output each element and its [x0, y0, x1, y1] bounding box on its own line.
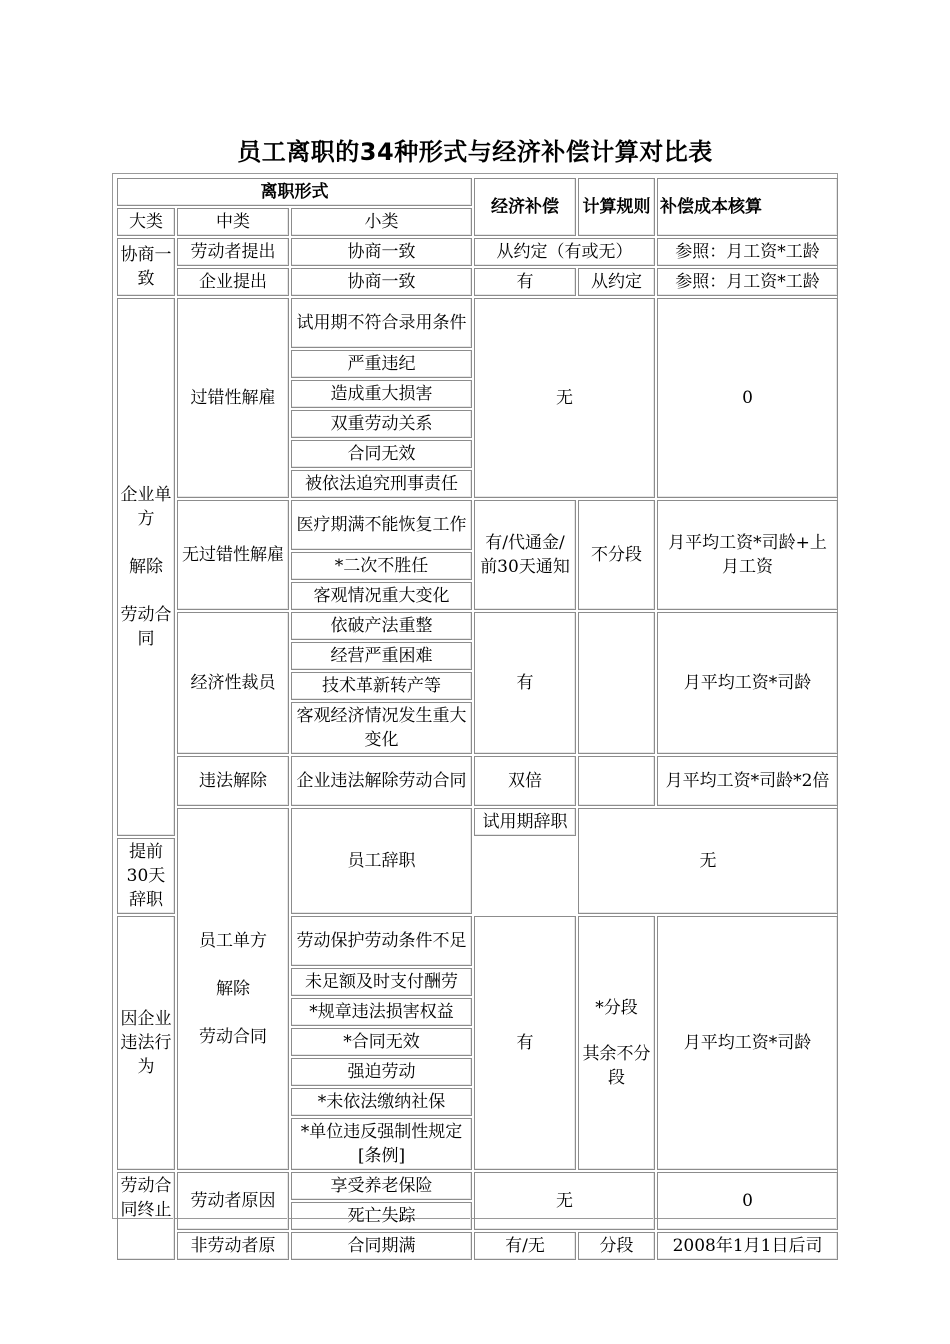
minor-cell: 双重劳动关系	[291, 410, 472, 438]
minor-cell: *未依法缴纳社保	[291, 1088, 472, 1116]
header-form: 离职形式	[117, 178, 472, 206]
group-employee-line: 员工单方	[199, 931, 267, 951]
rule-line: 其余不分段	[582, 1044, 651, 1088]
minor-cell: 死亡失踪	[291, 1202, 472, 1230]
middle-cell: 非劳动者原	[177, 1232, 289, 1260]
page-title: 员工离职的34种形式与经济补偿计算对比表	[237, 138, 713, 166]
minor-cell: *单位违反强制性规定[条例]	[291, 1118, 472, 1170]
group-employer-line: 劳动合同	[120, 605, 172, 649]
middle-cell: 员工辞职	[291, 808, 472, 914]
cost-cell: 0	[657, 298, 838, 498]
minor-cell: 被依法追究刑事责任	[291, 470, 472, 498]
compensation-cell: 有	[474, 916, 576, 1170]
minor-cell: 强迫劳动	[291, 1058, 472, 1086]
minor-cell: 经营严重困难	[291, 642, 472, 670]
middle-cell: 违法解除	[177, 756, 289, 806]
compensation-table	[115, 176, 842, 1262]
minor-cell: 客观经济情况发生重大变化	[291, 702, 472, 754]
header-middle: 中类	[177, 208, 289, 236]
rule-cell	[578, 916, 655, 1170]
compensation-cell: 有/无	[474, 1232, 576, 1260]
compensation-cell: 无	[474, 298, 655, 498]
minor-cell: 试用期不符合录用条件	[291, 298, 472, 348]
middle-cell: 企业提出	[177, 268, 289, 296]
compensation-cell: 从约定（有或无）	[474, 238, 655, 266]
rule-cell: 不分段	[578, 500, 655, 610]
cost-cell: 参照：月工资*工龄	[657, 268, 838, 296]
minor-cell: 企业违法解除劳动合同	[291, 756, 472, 806]
minor-cell: 造成重大损害	[291, 380, 472, 408]
group-employer-line: 解除	[129, 557, 163, 577]
header-major: 大类	[117, 208, 175, 236]
minor-cell: 依破产法重整	[291, 612, 472, 640]
minor-cell: 未足额及时支付酬劳	[291, 968, 472, 996]
compensation-cell: 有	[474, 268, 576, 296]
minor-cell: 合同无效	[291, 440, 472, 468]
header-compensation: 经济补偿	[474, 178, 576, 236]
minor-cell: 医疗期满不能恢复工作	[291, 500, 472, 550]
minor-cell: 协商一致	[291, 238, 472, 266]
middle-cell: 劳动者提出	[177, 238, 289, 266]
group-employer-line: 企业单方	[120, 485, 172, 529]
rule-cell	[578, 756, 655, 806]
compensation-cell: 有/代通金/前30天通知	[474, 500, 576, 610]
minor-cell: 提前30天辞职	[117, 838, 175, 914]
middle-cell: 劳动者原因	[177, 1172, 289, 1230]
compensation-cell: 无	[578, 808, 838, 914]
cost-cell: 参照：月工资*工龄	[657, 238, 838, 266]
minor-cell: 享受养老保险	[291, 1172, 472, 1200]
group-negotiate: 协商一致	[117, 238, 175, 296]
cost-cell: 0	[657, 1172, 838, 1230]
middle-cell: 经济性裁员	[177, 612, 289, 754]
group-employee-line: 劳动合同	[199, 1027, 267, 1047]
group-employee	[177, 808, 289, 1170]
minor-cell: 严重违纪	[291, 350, 472, 378]
minor-cell: *规章违法损害权益	[291, 998, 472, 1026]
group-employer	[117, 298, 175, 836]
compensation-cell: 有	[474, 612, 576, 754]
rule-cell: 分段	[578, 1232, 655, 1260]
group-employee-line: 解除	[216, 979, 250, 999]
minor-cell: *合同无效	[291, 1028, 472, 1056]
compensation-cell: 无	[474, 1172, 655, 1230]
header-minor: 小类	[291, 208, 472, 236]
middle-cell: 过错性解雇	[177, 298, 289, 498]
cost-cell: 月平均工资*司龄+上月工资	[657, 500, 838, 610]
middle-cell: 因企业违法行为	[117, 916, 175, 1170]
minor-cell: 协商一致	[291, 268, 472, 296]
compensation-cell: 双倍	[474, 756, 576, 806]
header-rule: 计算规则	[578, 178, 655, 236]
cost-cell: 月平均工资*司龄*2倍	[657, 756, 838, 806]
minor-cell: 客观情况重大变化	[291, 582, 472, 610]
rule-cell	[578, 612, 655, 754]
middle-cell: 无过错性解雇	[177, 500, 289, 610]
rule-cell: 从约定	[578, 268, 655, 296]
group-terminate: 劳动合同终止	[117, 1172, 175, 1260]
minor-cell: 劳动保护劳动条件不足	[291, 916, 472, 966]
minor-cell: *二次不胜任	[291, 552, 472, 580]
rule-line: *分段	[595, 998, 638, 1018]
cost-cell: 月平均工资*司龄	[657, 612, 838, 754]
minor-cell: 试用期辞职	[474, 808, 576, 836]
header-cost: 补偿成本核算	[657, 178, 838, 236]
cost-cell: 2008年1月1日后司	[657, 1232, 838, 1260]
minor-cell: 合同期满	[291, 1232, 472, 1260]
cost-cell: 月平均工资*司龄	[657, 916, 838, 1170]
minor-cell: 技术革新转产等	[291, 672, 472, 700]
